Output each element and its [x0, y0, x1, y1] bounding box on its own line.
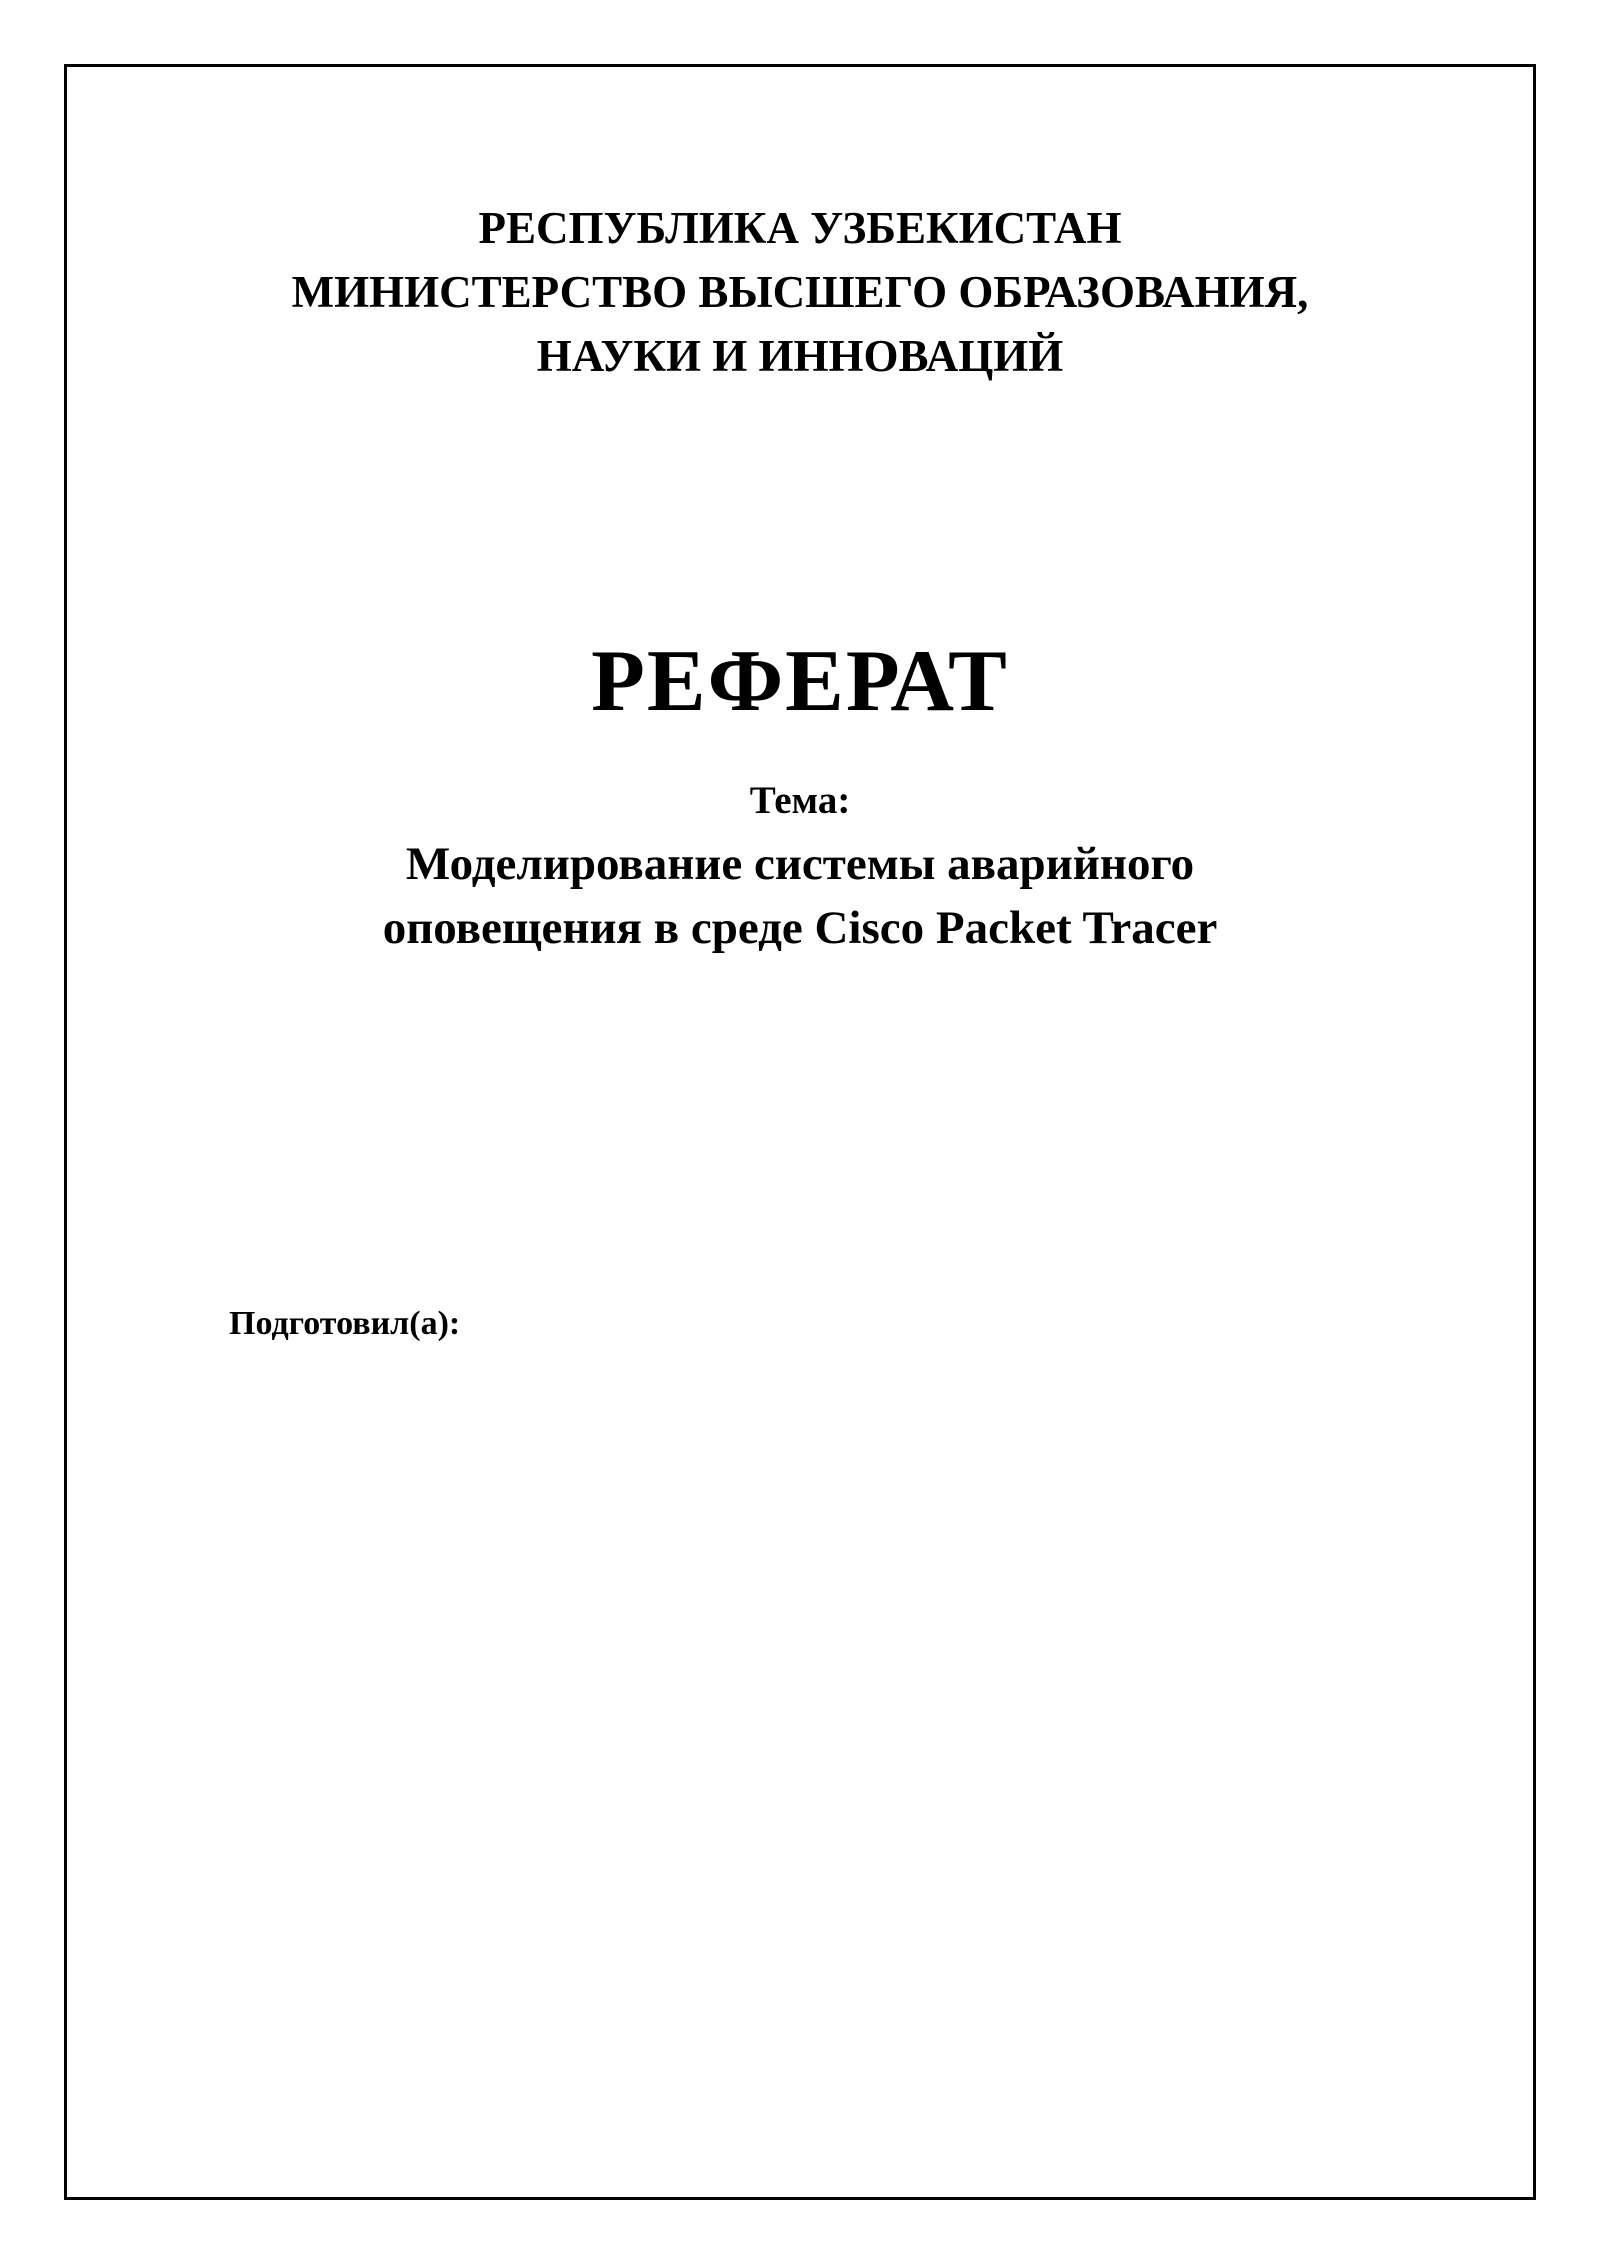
document-title: РЕФЕРАТ	[591, 633, 1009, 730]
header-ministry-continued: НАУКИ И ИННОВАЦИЙ	[536, 331, 1064, 381]
header-ministry: МИНИСТЕРСТВО ВЫСШЕГО ОБРАЗОВАНИЯ,	[291, 267, 1309, 317]
topic-line-2: оповещения в среде Cisco Packet Tracer	[382, 902, 1218, 954]
topic-line-1: Моделирование системы аварийного	[405, 838, 1195, 890]
topic-label: Тема:	[749, 779, 851, 822]
topic-text	[0, 832, 1600, 960]
institution-header	[0, 196, 1600, 388]
prepared-by-label: Подготовил(а):	[229, 1305, 461, 1342]
header-country: РЕСПУБЛИКА УЗБЕКИСТАН	[478, 203, 1122, 253]
